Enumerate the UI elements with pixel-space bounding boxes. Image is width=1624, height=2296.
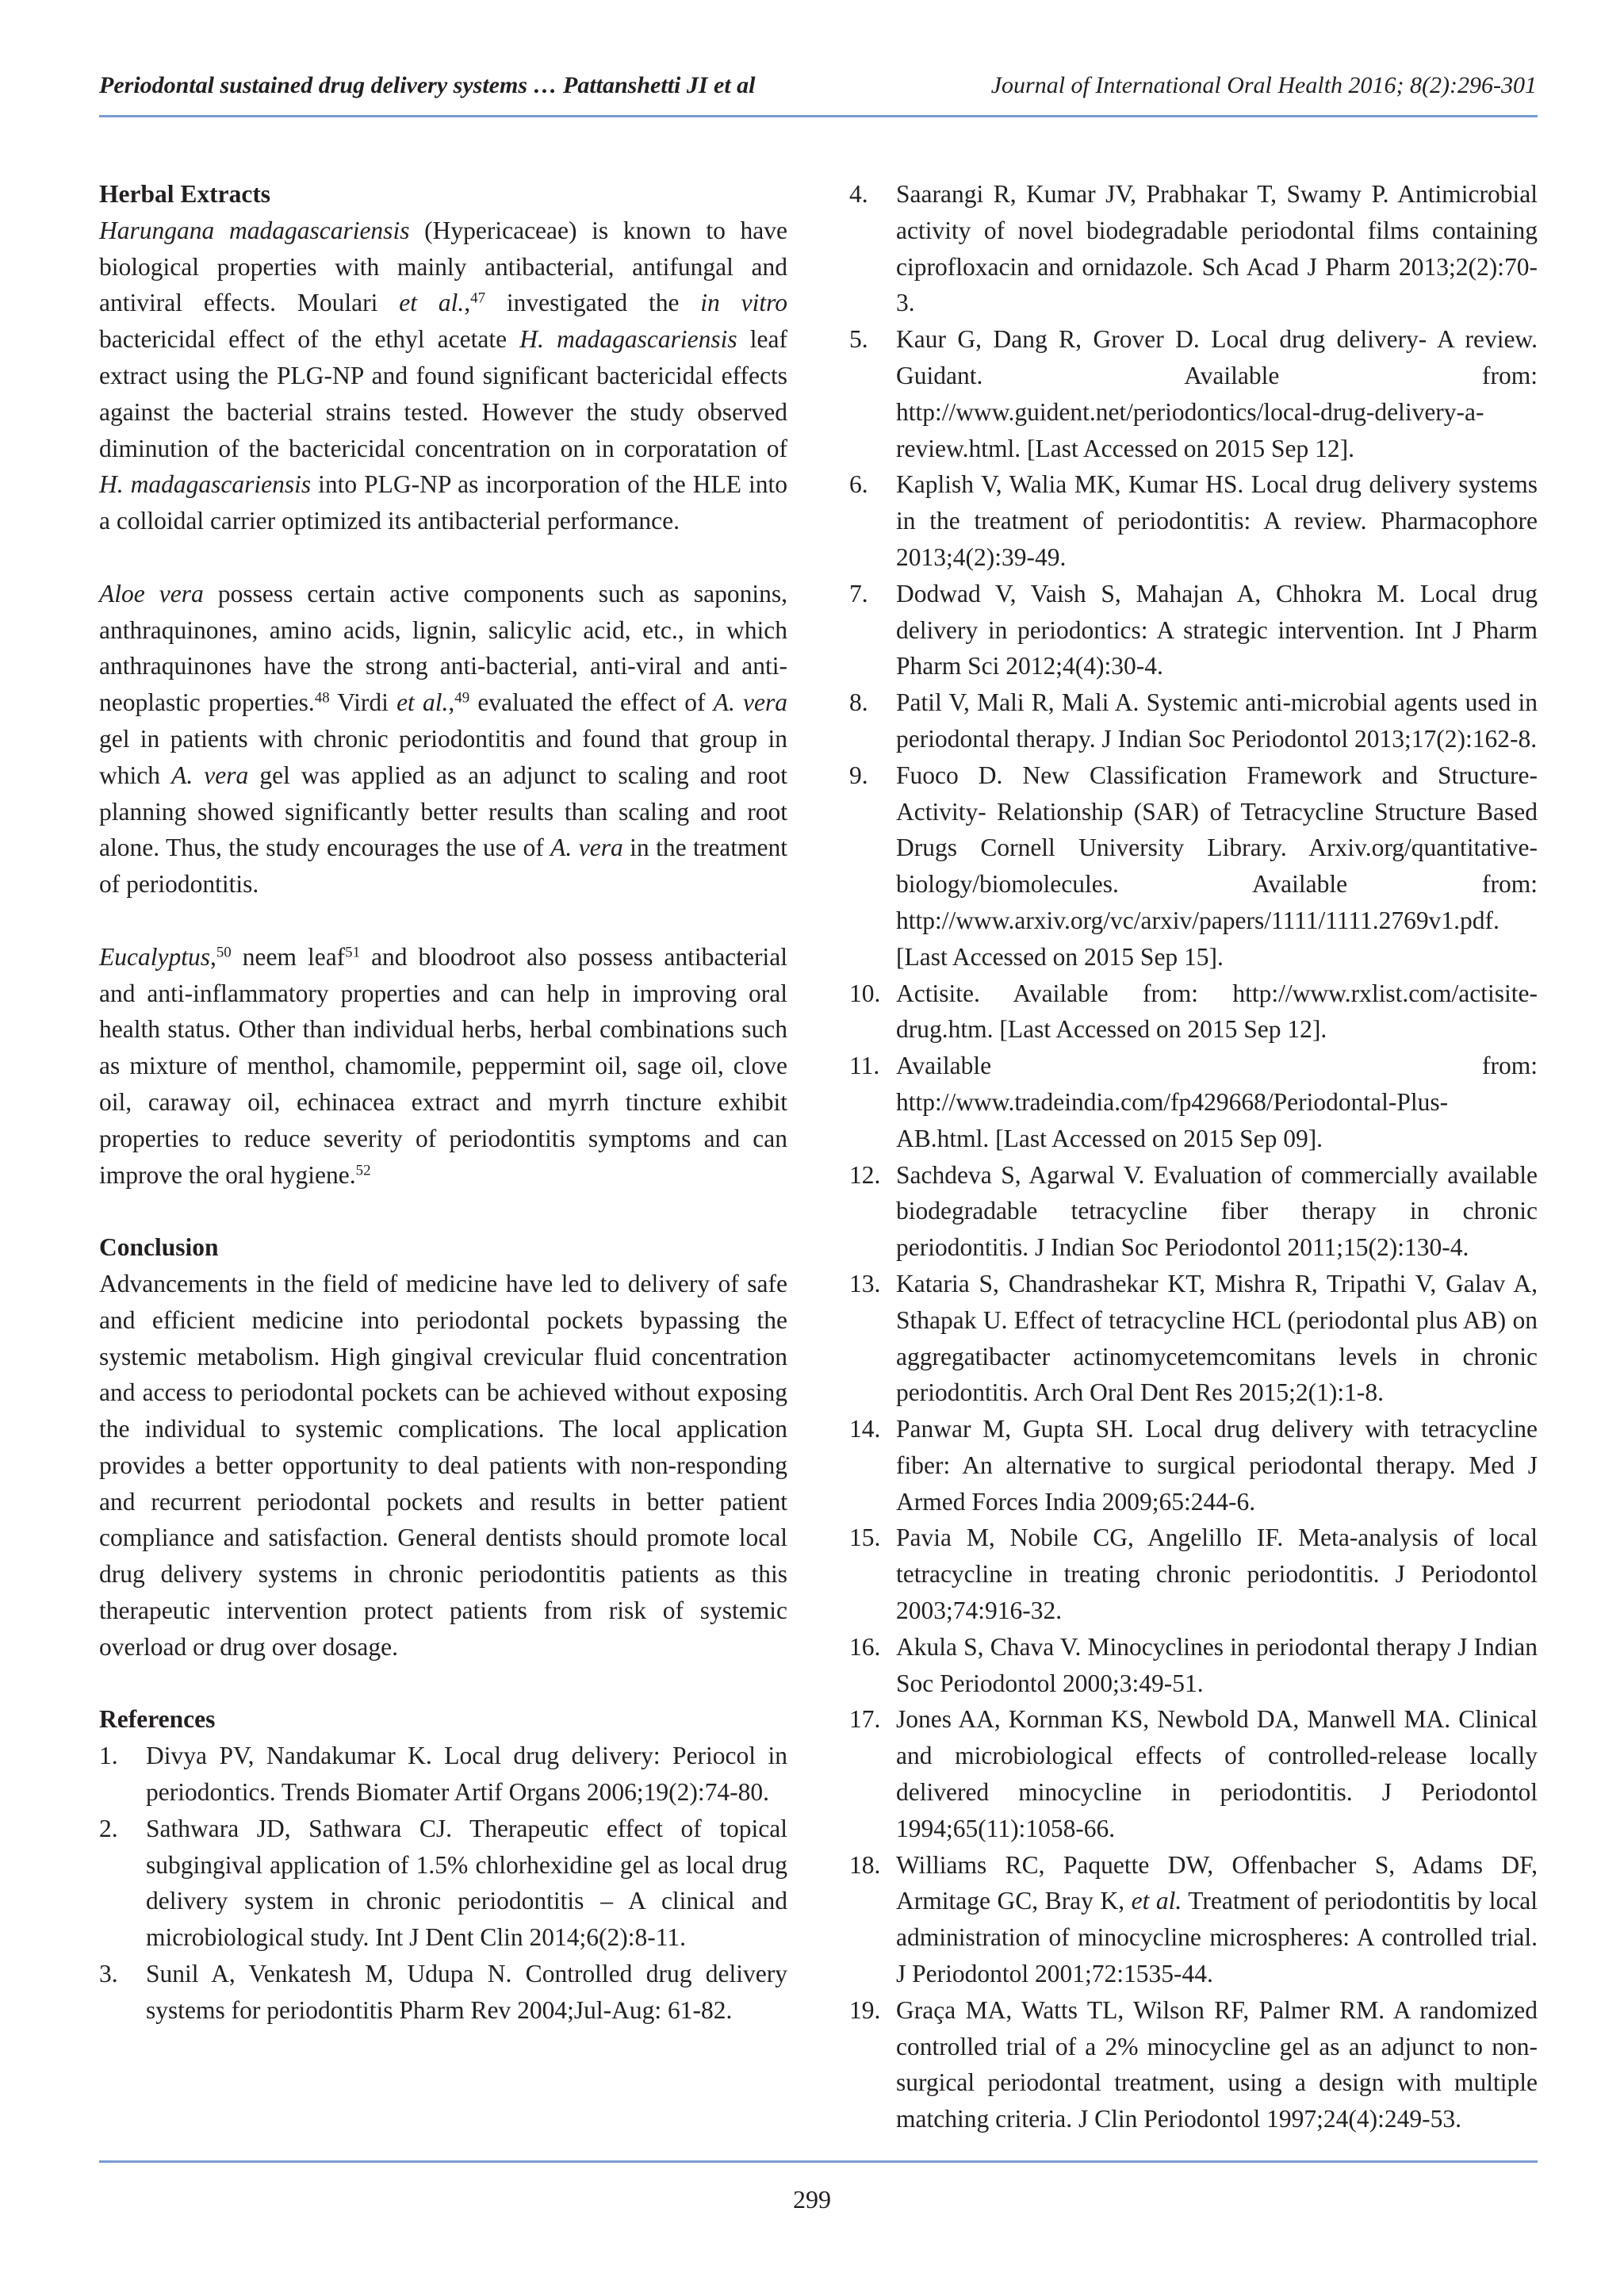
text-run: Treatment of periodontitis by local administration of minocycline microspheres: A controlled trial. J Periodontol 2001;72:1535-44. [896, 1887, 1538, 1988]
reference-number: 4. [849, 180, 868, 208]
text-run: Panwar M, Gupta SH. Local drug delivery with tetracycline fiber: An alternative to surgical periodontal therapy. Med J Armed Forces India 2009;65:244-6. [896, 1415, 1538, 1516]
citation-superscript: 48 [314, 689, 330, 707]
running-header-left: Periodontal sustained drug delivery systems … Pattanshetti JI et al [99, 72, 756, 98]
reference-text [896, 176, 1538, 321]
text-run: Kaplish V, Walia MK, Kumar HS. Local drug delivery systems in the treatment of periodontitis: A review. Pharmacophore 2013;4(2):39-49. [896, 470, 1538, 571]
reference-text [896, 1048, 1538, 1156]
reference-text [146, 1811, 787, 1956]
text-run: Actisite. Available from: http://www.rxlist.com/actisite-drug.htm. [Last Accessed on 2015 Sep 12]. [896, 979, 1538, 1044]
reference-item [849, 176, 1538, 321]
reference-number: 7. [849, 579, 868, 608]
text-run: Akula S, Chava V. Minocyclines in periodontal therapy J Indian Soc Periodontol 2000;3:49-51. [896, 1632, 1538, 1697]
reference-number: 18. [849, 1850, 881, 1879]
text-run: neem leaf [231, 942, 346, 971]
conclusion-paragraph: Advancements in the field of medicine have led to delivery of safe and efficient medicine into periodontal pockets bypassing the systemic metabolism. High gingival crevicular fluid concentration and access to periodontal pockets can be achieved without exposing the individual to systemic complications. The local application provides a better opportunity to deal patients with non-responding and recurrent periodontal pockets and results in better patient compliance and satisfaction. General dentists should promote local drug delivery systems in chronic periodontitis patients as this therapeutic intervention protect patients from risk of systemic overload or drug over dosage. [99, 1269, 787, 1661]
reference-item [849, 1629, 1538, 1702]
text-run: Virdi [329, 688, 397, 717]
text-run: Saarangi R, Kumar JV, Prabhakar T, Swamy P. Antimicrobial activity of novel biodegradable periodontal films containing ciprofloxacin and ornidazole. Sch Acad J Pharm 2013;2(2):70-3. [896, 180, 1538, 317]
text-run: Patil V, Mali R, Mali A. Systemic anti-microbial agents used in periodontal therapy. J Indian Soc Periodontol 2013;17(2):162-8. [896, 688, 1538, 753]
italic-text: H. madagascariensis [519, 325, 737, 354]
text-run: in the treatment of periodontitis. [99, 834, 787, 899]
reference-item [849, 1847, 1538, 1992]
reference-item [849, 1411, 1538, 1520]
reference-number: 13. [849, 1269, 881, 1297]
header-divider [99, 115, 1538, 117]
citation-superscript: 51 [345, 944, 361, 961]
text-run: evaluated the effect of [469, 688, 714, 717]
text-run: Fuoco D. New Classification Framework and Structure-Activity- Relationship (SAR) of Tetracycline Structure Based Drugs Cornell University Library. Arxiv.org/quantitative-biology/biomolecules. Available from: http://www.arxiv.org/vc/arxiv/papers/1111/1111.2769v1.pdf. [Last Accessed on 2015 Sep 15]. [896, 761, 1538, 971]
text-run: gel was applied as an adjunct to scaling and root planning showed significantly better results than scaling and root alone. Thus, the study encourages the use of [99, 761, 787, 862]
reference-number: 3. [99, 1960, 118, 1988]
reference-item [849, 757, 1538, 976]
italic-text: Eucalyptus [99, 942, 210, 971]
reference-list-left [99, 1738, 787, 2028]
italic-text: A. vera [171, 761, 249, 789]
reference-number: 17. [849, 1705, 881, 1734]
text-run: Sachdeva S, Agarwal V. Evaluation of commercially available biodegradable tetracycline fiber therapy in chronic periodontitis. J Indian Soc Periodontol 2011;15(2):130-4. [896, 1160, 1538, 1262]
reference-item [849, 684, 1538, 757]
herbal-paragraph-3 [99, 939, 787, 1194]
text-run: Williams RC, Paquette DW, Offenbacher S, Adams DF, Armitage GC, Bray K, [896, 1850, 1538, 1915]
italic-text: Aloe vera [99, 579, 204, 608]
reference-number: 16. [849, 1632, 881, 1661]
text-run: Kataria S, Chandrashekar KT, Mishra R, Tripathi V, Galav A, Sthapak U. Effect of tetracycline HCL (periodontal plus AB) on aggregatibacter actinomycetemcomitans levels in chronic periodontitis. Arch Oral Dent Res 2015;2(1):1-8. [896, 1269, 1538, 1407]
reference-text [896, 576, 1538, 684]
reference-number: 8. [849, 688, 868, 717]
italic-text: et al. [399, 289, 465, 317]
reference-number: 5. [849, 325, 868, 354]
text-run: gel in patients with chronic periodontitis and found that group in which [99, 724, 787, 789]
reference-item [849, 321, 1538, 466]
reference-item [849, 576, 1538, 684]
text-run: , [448, 688, 455, 717]
reference-item [849, 1157, 1538, 1266]
citation-superscript: 49 [454, 689, 470, 707]
reference-text [896, 684, 1538, 757]
reference-item [849, 1520, 1538, 1628]
reference-number: 1. [99, 1742, 118, 1770]
running-header-right: Journal of International Oral Health 2016; 8(2):296-301 [990, 72, 1537, 98]
italic-text: Harungana madagascariensis [99, 216, 410, 244]
reference-text [896, 1157, 1538, 1266]
text-run: and bloodroot also possess antibacterial and anti-inflammatory properties and can help in improving oral health status. Other than individual herbs, herbal combinations such as mixture of menthol, chamomile, peppermint oil, sage oil, clove oil, caraway oil, echinacea extract and myrrh tincture exhibit properties to reduce severity of periodontitis symptoms and can improve the oral hygiene. [99, 942, 787, 1189]
reference-text [896, 1847, 1538, 1992]
reference-number: 19. [849, 1995, 881, 2024]
section-heading-references: References [99, 1705, 216, 1734]
reference-text [896, 1992, 1538, 2137]
citation-superscript: 52 [355, 1162, 371, 1179]
reference-text [896, 757, 1538, 976]
section-heading-herbal-extracts: Herbal Extracts [99, 180, 271, 208]
text-run: , [209, 942, 216, 971]
text-run: bactericidal effect of the ethyl acetate [99, 325, 520, 354]
italic-text: et al. [396, 688, 449, 717]
italic-text: in vitro [700, 289, 787, 317]
text-run: Divya PV, Nandakumar K. Local drug delivery: Periocol in periodontics. Trends Biomater Artif Organs 2006;19(2):74-80. [146, 1742, 787, 1807]
reference-text [896, 1629, 1538, 1702]
reference-text [146, 1738, 787, 1811]
citation-superscript: 50 [216, 944, 232, 961]
reference-text [896, 1411, 1538, 1520]
reference-number: 6. [849, 470, 868, 499]
text-run: Dodwad V, Vaish S, Mahajan A, Chhokra M. Local drug delivery in periodontics: A strategic intervention. Int J Pharm Pharm Sci 2012;4(4):30-4. [896, 579, 1538, 680]
reference-number: 12. [849, 1160, 881, 1189]
text-run: investigated the [485, 289, 701, 317]
italic-text: H. madagascariensis [99, 470, 312, 499]
footer-divider [99, 2160, 1538, 2163]
reference-text [896, 1520, 1538, 1628]
reference-number: 11. [849, 1052, 880, 1080]
text-run: Available from: http://www.tradeindia.com/fp429668/Periodontal-Plus-AB.html. [Last Accessed on 2015 Sep 09]. [896, 1052, 1538, 1152]
text-run: , [464, 289, 471, 317]
text-run: Kaur G, Dang R, Grover D. Local drug delivery- A review. Guidant. Available from: http://www.guident.net/periodontics/local-drug-delivery-a-review.html. [Last Accessed on 2015 Sep 12]. [896, 325, 1538, 462]
reference-item [99, 1811, 787, 1956]
text-run: into PLG-NP as incorporation of the HLE into a colloidal carrier optimized its antibacterial performance. [99, 470, 787, 535]
reference-text [896, 466, 1538, 575]
herbal-paragraph-1 [99, 213, 787, 539]
page-number: 299 [793, 2185, 831, 2214]
reference-item [849, 1266, 1538, 1411]
reference-list-right [849, 176, 1538, 2137]
section-heading-conclusion: Conclusion [99, 1233, 219, 1262]
reference-item [849, 976, 1538, 1048]
reference-number: 14. [849, 1415, 881, 1443]
reference-number: 9. [849, 761, 868, 789]
reference-number: 2. [99, 1814, 118, 1842]
italic-text: A. vera [550, 834, 623, 862]
text-run: Sathwara JD, Sathwara CJ. Therapeutic effect of topical subgingival application of 1.5% chlorhexidine gel as local drug delivery system in chronic periodontitis – A clinical and microbiological study. Int J Dent Clin 2014;6(2):8-11. [146, 1814, 787, 1952]
reference-item [99, 1738, 787, 1811]
reference-item [849, 466, 1538, 575]
citation-superscript: 47 [470, 290, 486, 307]
reference-text [896, 976, 1538, 1048]
italic-text: et al. [1131, 1887, 1182, 1915]
reference-text [146, 1956, 787, 2029]
text-run: possess certain active components such as saponins, anthraquinones, amino acids, lignin, salicylic acid, etc., in which anthraquinones have the strong anti-bacterial, anti-viral and anti-neoplastic properties. [99, 579, 787, 717]
reference-text [896, 1266, 1538, 1411]
text-run: Sunil A, Venkatesh M, Udupa N. Controlled drug delivery systems for periodontitis Pharm Rev 2004;Jul-Aug: 61-82. [146, 1960, 787, 2024]
text-run: Jones AA, Kornman KS, Newbold DA, Manwell MA. Clinical and microbiological effects of controlled-release locally delivered minocycline in periodontitis. J Periodontol 1994;65(11):1058-66. [896, 1705, 1538, 1842]
reference-item [849, 1992, 1538, 2137]
reference-item [849, 1048, 1538, 1156]
right-column [849, 176, 1538, 2137]
text-run: (Hypericaceae) is known to have biological properties with mainly antibacterial, antifungal and antiviral effects. Moulari [99, 216, 787, 317]
reference-item [99, 1956, 787, 2029]
text-run: leaf extract using the PLG-NP and found significant bactericidal effects against the bacterial strains tested. However the study observed diminution of the bactericidal concentration on in corporatation of [99, 325, 788, 462]
reference-number: 15. [849, 1524, 881, 1552]
reference-text [896, 1701, 1538, 1846]
text-run: Pavia M, Nobile CG, Angelillo IF. Meta-analysis of local tetracycline in treating chronic periodontitis. J Periodontol 2003;74:916-32. [896, 1524, 1538, 1625]
italic-text: A. vera [713, 688, 787, 717]
reference-text [896, 321, 1538, 466]
herbal-paragraph-2 [99, 576, 787, 903]
text-run: Graça MA, Watts TL, Wilson RF, Palmer RM. A randomized controlled trial of a 2% minocycline gel as an adjunct to non-surgical periodontal treatment, using a design with multiple matching criteria. J Clin Periodontol 1997;24(4):249-53. [896, 1995, 1538, 2133]
reference-number: 10. [849, 979, 881, 1007]
left-column [99, 176, 787, 2029]
reference-item [849, 1701, 1538, 1846]
